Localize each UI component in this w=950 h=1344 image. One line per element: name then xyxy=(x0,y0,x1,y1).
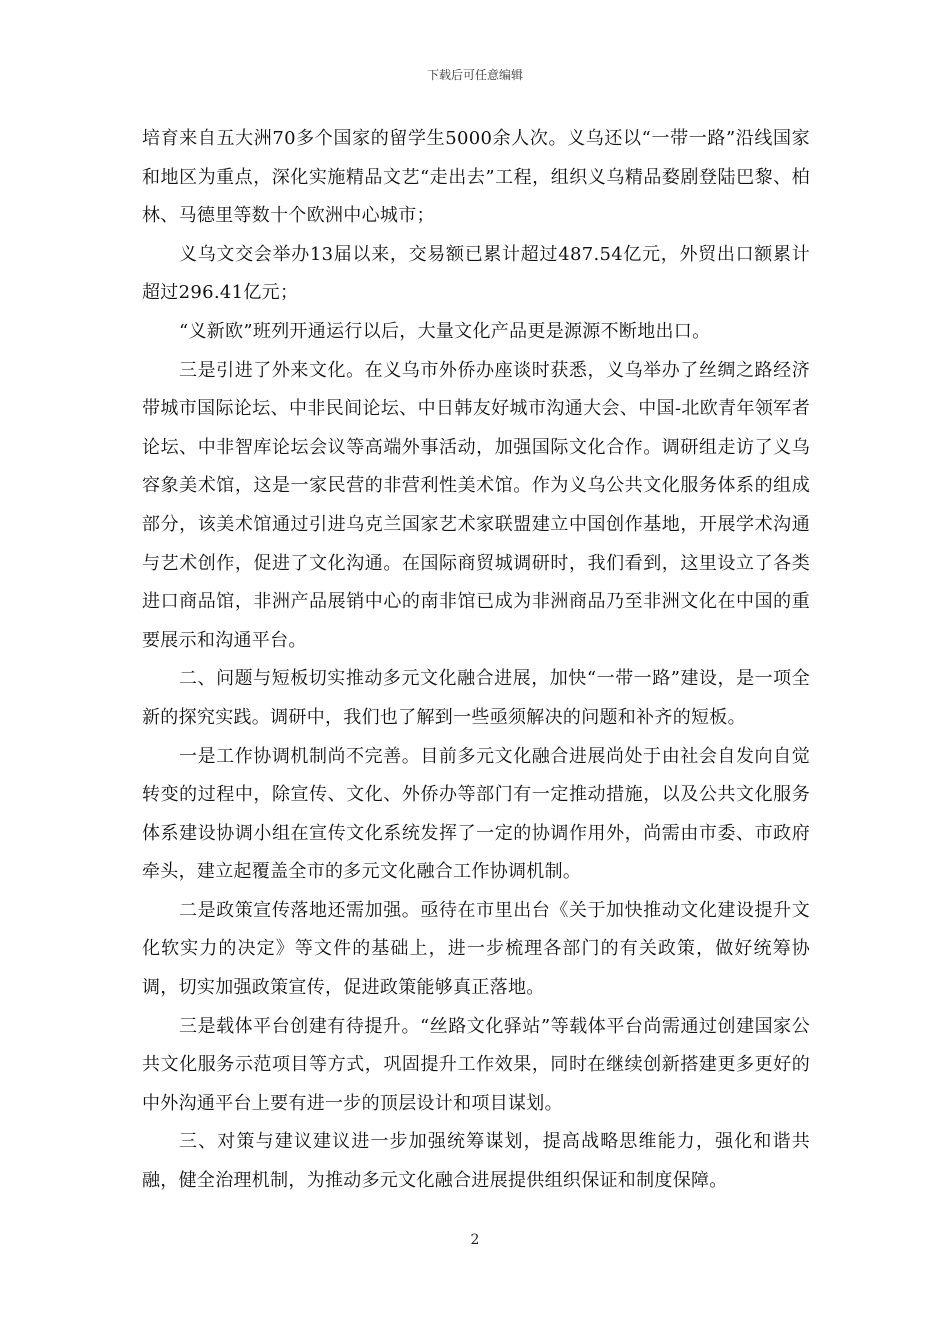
page-header-note: 下载后可任意编辑 xyxy=(426,68,523,82)
paragraph-2: 义乌文交会举办13届以来，交易额已累计超过487.54亿元，外贸出口额累计超过296.41亿元； xyxy=(142,243,810,304)
paragraph-7: 二是政策宣传落地还需加强。亟待在市里出台《关于加快推动文化建设提升文化软实力的决定》等文件的基础上，进一步梳理各部门的有关政策，做好统筹协调，切实加强政策宣传，促进政策能够真正落地。 xyxy=(142,899,810,999)
paragraph-8: 三是载体平台创建有待提升。“丝路文化驿站”等载体平台尚需通过创建国家公共文化服务示范项目等方式，巩固提升工作效果，同时在继续创新搭建更多更好的中外沟通平台上要有进一步的顶层设计和项目谋划。 xyxy=(142,1015,810,1114)
paragraph-5: 二、问题与短板切实推动多元文化融合进展，加快“一带一路”建设，是一项全新的探究实践。调研中，我们也了解到一些亟须解决的问题和补齐的短板。 xyxy=(142,668,810,728)
page-number: 2 xyxy=(470,1232,480,1248)
paragraph-3: “义新欧”班列开通运行以后，大量文化产品更是源源不断地出口。 xyxy=(179,320,711,342)
paragraph-1: 培育来自五大洲70多个国家的留学生5000余人次。义乌还以“一带一路”沿线国家和地区为重点，深化实施精品文艺“走出去”工程，组织义乌精品婺剧登陆巴黎、柏林、马德里等数十个欧洲中心城市； xyxy=(142,128,810,227)
paragraph-4: 三是引进了外来文化。在义乌市外侨办座谈时获悉，义乌举办了丝绸之路经济带城市国际论坛、中非民间论坛、中日韩友好城市沟通大会、中国-北欧青年领军者论坛、中非智库论坛会议等高端外事活动，加强国际文化合作。调研组走访了义乌容象美术馆，这是一家民营的非营利性美术馆。作为义乌公共文化服务体系的组成部分，该美术馆通过引进乌克兰国家艺术家联盟建立中国创作基地，开展学术沟通与艺术创作，促进了文化沟通。在国际商贸城调研时，我们看到，这里设立了各类进口商品馆，非洲产品展销中心的南非馆已成为非洲商品乃至非洲文化在中国的重要展示和沟通平台。 xyxy=(142,359,810,651)
paragraph-9: 三、对策与建议建议进一步加强统筹谋划，提高战略思维能力，强化和谐共融，健全治理机制，为推动多元文化融合进展提供组织保证和制度保障。 xyxy=(142,1131,810,1192)
document-body xyxy=(142,120,810,1201)
paragraph-6: 一是工作协调机制尚不完善。目前多元文化融合进展尚处于由社会自发向自觉转变的过程中，除宣传、文化、外侨办等部门有一定推动措施，以及公共文化服务体系建设协调小组在宣传文化系统发挥了一定的协调作用外，尚需由市委、市政府牵头，建立起覆盖全市的多元文化融合工作协调机制。 xyxy=(142,745,810,883)
